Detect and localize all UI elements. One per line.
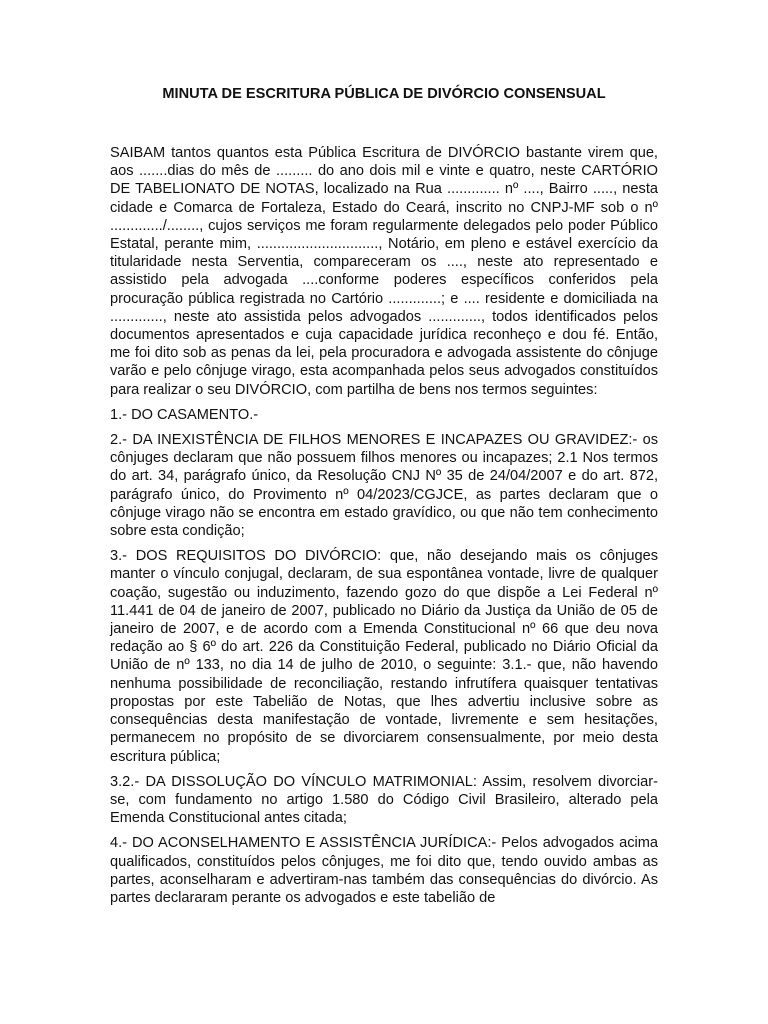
paragraph-section-3-2: 3.2.- DA DISSOLUÇÃO DO VÍNCULO MATRIMONIAL: Assim, resolvem divorciar-se, com fundamento no artigo 1.580 do Código Civil Brasileiro, alterado pela Emenda Constitucional antes citada;	[110, 773, 658, 827]
paragraph-preamble: SAIBAM tantos quantos esta Pública Escritura de DIVÓRCIO bastante virem que, aos .......dias do mês de ......... do ano dois mil e vinte e quatro, neste CARTÓRIO DE TABELIONATO DE NOTAS, localizado na Rua ............. nº ...., Bairro ....., nesta cidade e Comarca de Fortaleza, Estado do Ceará, inscrito no CNPJ-MF sob o nº ............./........, cujos serviços me foram regularmente delegados pelo poder Público Estatal, perante mim, .............................., Notário, em pleno e estável exercício da titularidade nesta Serventia, compareceram os ...., neste ato representado e assistido pela advogada ....conforme poderes específicos conferidos pela procuração pública registrada no Cartório .............; e .... residente e domiciliada na ............., neste ato assistida pelos advogados ............., todos identificados pelos documentos apresentados e cuja capacidade jurídica reconheço e dou fé. Então, me foi dito sob as penas da lei, pela procuradora e advogada assistente do cônjuge varão e pelo cônjuge virago, esta acompanhada pelos seus advogados constituídos para realizar o seu DIVÓRCIO, com partilha de bens nos termos seguintes:	[110, 145, 658, 398]
paragraph-section-3: 3.- DOS REQUISITOS DO DIVÓRCIO: que, não desejando mais os cônjuges manter o vínculo conjugal, declaram, de sua espontânea vontade, livre de qualquer coação, sugestão ou induzimento, fazendo gozo do que dispõe a Lei Federal nº 11.441 de 04 de janeiro de 2007, publicado no Diário da Justiça da União de 05 de janeiro de 2007, e de acordo com a Emenda Constitucional nº 66 que deu nova redação ao § 6º do art. 226 da Constituição Federal, publicado no Diário Oficial da União de nº 133, no dia 14 de julho de 2010, o seguinte: 3.1.- que, não havendo nenhuma possibilidade de reconciliação, restando infrutífera quaisquer tentativas propostas por este Tabelião de Notas, que lhes advertiu inclusive sobre as consequências desta manifestação de vontade, livremente e sem hesitações, permanecem no propósito de se divorciarem consensualmente, por meio desta escritura pública;	[110, 548, 658, 765]
paragraph-section-2: 2.- DA INEXISTÊNCIA DE FILHOS MENORES E INCAPAZES OU GRAVIDEZ:- os cônjuges declaram que não possuem filhos menores ou incapazes; 2.1 Nos termos do art. 34, parágrafo único, da Resolução CNJ Nº 35 de 24/04/2007 e do art. 872, parágrafo único, do Provimento nº 04/2023/CGJCE, as partes declaram que o cônjuge virago não se encontra em estado gravídico, ou que não tem conhecimento sobre esta condição;	[110, 432, 658, 540]
paragraph-section-1: 1.- DO CASAMENTO.-	[110, 406, 259, 423]
paragraph-section-4: 4.- DO ACONSELHAMENTO E ASSISTÊNCIA JURÍDICA:- Pelos advogados acima qualificados, constituídos pelos cônjuges, me foi dito que, tendo ouvido ambas as partes, aconselharam e advertiram-nas também das consequências do divórcio. As partes declararam perante os advogados e este tabelião de	[110, 835, 658, 906]
document-title: MINUTA DE ESCRITURA PÚBLICA DE DIVÓRCIO CONSENSUAL	[162, 86, 606, 102]
document-page	[110, 84, 658, 914]
